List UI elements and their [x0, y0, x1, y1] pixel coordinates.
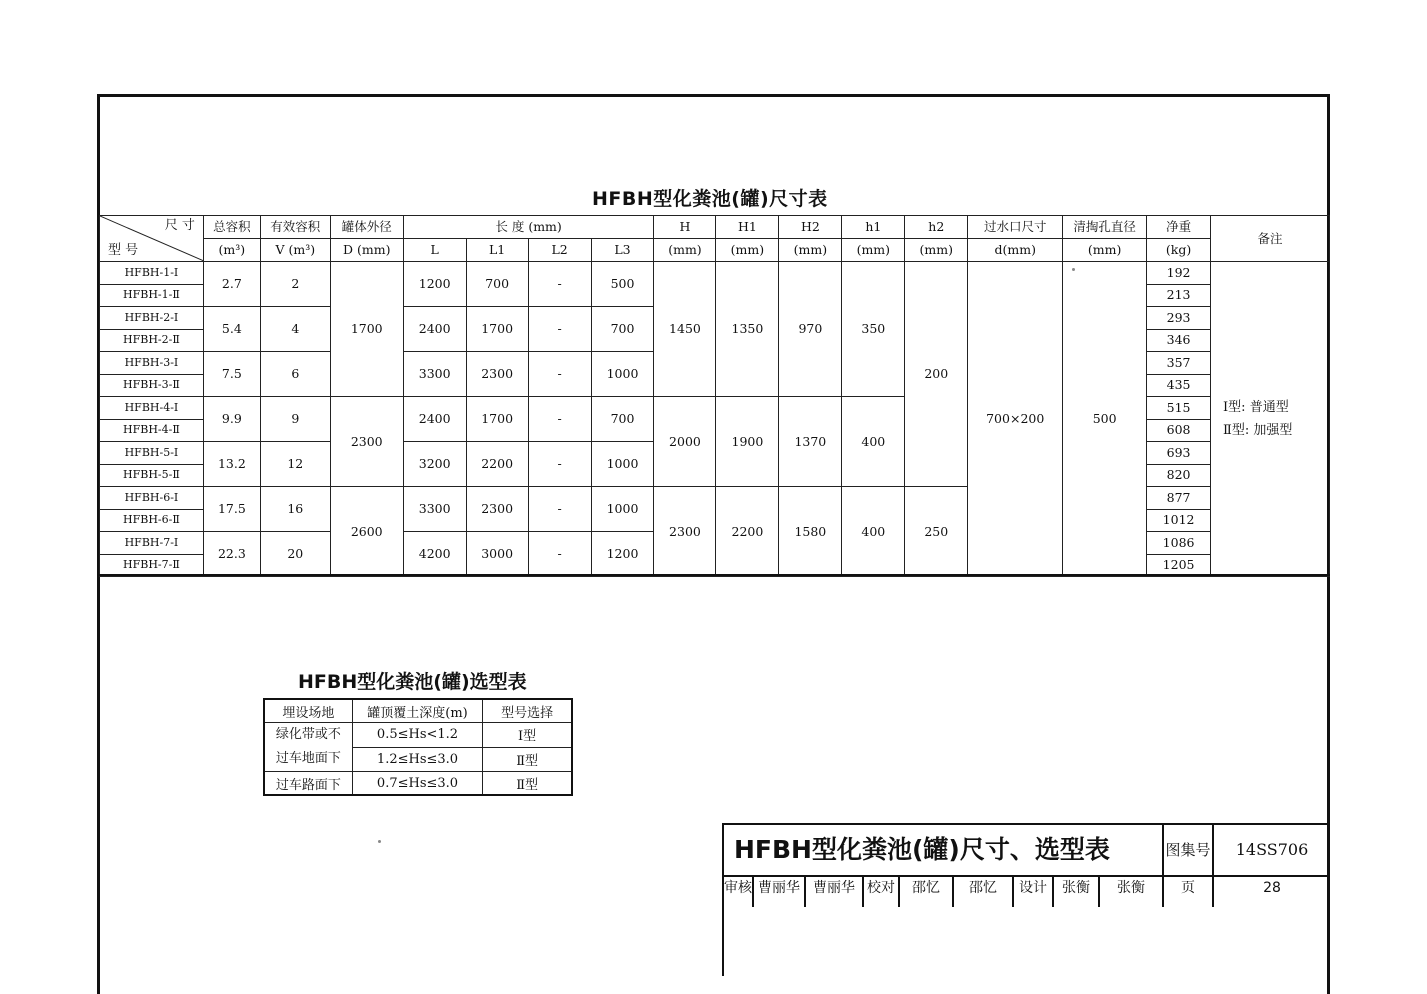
scan-speck: [1072, 268, 1075, 271]
weight-cell: 820: [1147, 464, 1211, 487]
unit-H2: (mm): [779, 239, 842, 262]
total-volume-cell: 9.9: [203, 397, 260, 442]
header-remark: 备注: [1211, 216, 1330, 262]
total-volume-cell: 13.2: [203, 442, 260, 487]
weight-cell: 693: [1147, 442, 1211, 465]
header-effective-volume: 有效容积: [260, 216, 330, 239]
header-total-volume: 总容积: [203, 216, 260, 239]
h2-cell: 200: [905, 262, 968, 487]
unit-hole: (mm): [1063, 239, 1147, 262]
h1-cell: 400: [842, 487, 905, 577]
model-cell: HFBH-3-Ⅰ: [100, 352, 204, 375]
weight-cell: 213: [1147, 284, 1211, 307]
H1-cell: 2200: [716, 487, 779, 577]
weight-cell: 357: [1147, 352, 1211, 375]
type-cell: Ⅰ型: [483, 723, 572, 748]
L-cell: 3300: [403, 352, 466, 397]
dimension-table: [99, 215, 1330, 577]
dimension-table-title: HFBH型化粪池(罐)尺寸表: [592, 188, 828, 210]
model-cell: HFBH-6-Ⅰ: [100, 487, 204, 510]
L3-cell: 1000: [591, 352, 654, 397]
review-label: 审核: [724, 877, 754, 907]
scan-speck: [378, 840, 381, 843]
header-weight: 净重: [1147, 216, 1211, 239]
h2-cell: 250: [905, 487, 968, 577]
hole-cell: 500: [1063, 262, 1147, 577]
effective-volume-cell: 20: [260, 532, 330, 577]
site-cell: [264, 723, 352, 772]
weight-cell: 608: [1147, 419, 1211, 442]
site-line: 过车地面下: [275, 751, 341, 766]
H1-cell: 1900: [716, 397, 779, 487]
drawing-name: HFBH型化粪池(罐)尺寸、选型表: [724, 825, 1164, 875]
L-cell: 3200: [403, 442, 466, 487]
header-length: 长 度 (mm): [403, 216, 654, 239]
weight-cell: 1086: [1147, 532, 1211, 555]
header-dimension: 尺 寸: [164, 218, 195, 233]
L1-cell: 1700: [466, 307, 528, 352]
L2-cell: -: [528, 442, 591, 487]
page-number: 28: [1263, 880, 1281, 896]
unit-total-volume: (m³): [203, 239, 260, 262]
site-cell: 过车路面下: [264, 772, 352, 796]
weight-cell: 435: [1147, 374, 1211, 397]
diameter-cell: 1700: [330, 262, 403, 397]
h1-cell: 400: [842, 397, 905, 487]
header-L1: L1: [466, 239, 528, 262]
remark-cell: [1211, 262, 1330, 577]
header-type: 型号选择: [483, 699, 572, 723]
L3-cell: 700: [591, 397, 654, 442]
type-cell: Ⅱ型: [483, 772, 572, 796]
site-line: 绿化带或不: [275, 727, 341, 742]
L1-cell: 2300: [466, 487, 528, 532]
diameter-cell: 2300: [330, 397, 403, 487]
L-cell: 4200: [403, 532, 466, 577]
design-label: 设计: [1014, 877, 1054, 907]
L3-cell: 1000: [591, 442, 654, 487]
model-cell: HFBH-3-Ⅱ: [100, 374, 204, 397]
unit-weir: d(mm): [968, 239, 1063, 262]
model-cell: HFBH-5-Ⅱ: [100, 464, 204, 487]
effective-volume-cell: 9: [260, 397, 330, 442]
weight-cell: 192: [1147, 262, 1211, 285]
header-depth: 罐顶覆土深度(m): [352, 699, 483, 723]
header-H: H: [654, 216, 716, 239]
weight-cell: 515: [1147, 397, 1211, 420]
effective-volume-cell: 16: [260, 487, 330, 532]
diameter-cell: 2600: [330, 487, 403, 577]
effective-volume-cell: 6: [260, 352, 330, 397]
header-weir: 过水口尺寸: [968, 216, 1063, 239]
model-cell: HFBH-7-Ⅱ: [100, 554, 204, 577]
table-row: [264, 772, 572, 796]
weight-cell: 1012: [1147, 509, 1211, 532]
unit-weight: (kg): [1147, 239, 1211, 262]
total-volume-cell: 17.5: [203, 487, 260, 532]
check-label: 校对: [864, 877, 900, 907]
checker-signature: 邵忆: [954, 877, 1014, 907]
L2-cell: -: [528, 307, 591, 352]
atlas-number-label: 图集号: [1164, 825, 1214, 875]
weight-cell: 293: [1147, 307, 1211, 330]
header-L2: L2: [528, 239, 591, 262]
header-h2: h2: [905, 216, 968, 239]
weight-cell: 877: [1147, 487, 1211, 510]
L-cell: 2400: [403, 397, 466, 442]
model-cell: HFBH-5-Ⅰ: [100, 442, 204, 465]
header-model: 型 号: [108, 242, 139, 258]
selection-table: [263, 698, 573, 796]
section-divider: [99, 574, 1330, 576]
depth-cell: 0.5≤Hs<1.2: [352, 723, 483, 748]
weir-cell: 700×200: [968, 262, 1063, 577]
header-L: L: [403, 239, 466, 262]
depth-cell: 1.2≤Hs≤3.0: [352, 747, 483, 772]
L2-cell: -: [528, 352, 591, 397]
L1-cell: 2200: [466, 442, 528, 487]
L3-cell: 1000: [591, 487, 654, 532]
reviewer-signature: 曹丽华: [806, 877, 864, 907]
L-cell: 3300: [403, 487, 466, 532]
H2-cell: 1370: [779, 397, 842, 487]
H-cell: 2000: [654, 397, 716, 487]
header-L3: L3: [591, 239, 654, 262]
depth-cell: 0.7≤Hs≤3.0: [352, 772, 483, 796]
designer-name: 张衡: [1054, 877, 1100, 907]
header-hole: 清掏孔直径: [1063, 216, 1147, 239]
page-label: 页: [1164, 877, 1214, 907]
effective-volume-cell: 2: [260, 262, 330, 307]
unit-h2: (mm): [905, 239, 968, 262]
remark-line: Ⅰ型: 普通型: [1223, 399, 1289, 415]
L2-cell: -: [528, 532, 591, 577]
H2-cell: 1580: [779, 487, 842, 577]
effective-volume-cell: 12: [260, 442, 330, 487]
unit-H: (mm): [654, 239, 716, 262]
total-volume-cell: 22.3: [203, 532, 260, 577]
effective-volume-cell: 4: [260, 307, 330, 352]
model-cell: HFBH-6-Ⅱ: [100, 509, 204, 532]
weight-cell: 1205: [1147, 554, 1211, 577]
model-cell: HFBH-4-Ⅱ: [100, 419, 204, 442]
L3-cell: 500: [591, 262, 654, 307]
H-cell: 2300: [654, 487, 716, 577]
unit-effective-volume: V (m³): [260, 239, 330, 262]
title-block: [722, 823, 1330, 976]
L2-cell: -: [528, 397, 591, 442]
header-h1: h1: [842, 216, 905, 239]
unit-H1: (mm): [716, 239, 779, 262]
header-H2: H2: [779, 216, 842, 239]
L3-cell: 1200: [591, 532, 654, 577]
model-cell: HFBH-2-Ⅱ: [100, 329, 204, 352]
total-volume-cell: 5.4: [203, 307, 260, 352]
unit-outer-diameter: D (mm): [330, 239, 403, 262]
atlas-number: 14SS706: [1235, 840, 1309, 859]
header-site: 埋设场地: [264, 699, 352, 723]
remark-line: Ⅱ型: 加强型: [1223, 423, 1293, 438]
model-cell: HFBH-2-Ⅰ: [100, 307, 204, 330]
H-cell: 1450: [654, 262, 716, 397]
reviewer-name: 曹丽华: [754, 877, 806, 907]
H2-cell: 970: [779, 262, 842, 397]
diagonal-header-cell: [100, 216, 204, 262]
model-cell: HFBH-7-Ⅰ: [100, 532, 204, 555]
L3-cell: 700: [591, 307, 654, 352]
L1-cell: 2300: [466, 352, 528, 397]
weight-cell: 346: [1147, 329, 1211, 352]
model-cell: HFBH-1-Ⅱ: [100, 284, 204, 307]
table-header-row: [264, 699, 572, 723]
model-cell: HFBH-4-Ⅰ: [100, 397, 204, 420]
selection-table-title: HFBH型化粪池(罐)选型表: [298, 671, 527, 693]
L1-cell: 3000: [466, 532, 528, 577]
checker-name: 邵忆: [900, 877, 954, 907]
designer-signature: 张衡: [1100, 877, 1164, 907]
L2-cell: -: [528, 487, 591, 532]
type-cell: Ⅱ型: [483, 747, 572, 772]
L2-cell: -: [528, 262, 591, 307]
h1-cell: 350: [842, 262, 905, 397]
table-row: [264, 723, 572, 748]
table-row: [100, 262, 1330, 285]
header-outer-diameter: 罐体外径: [330, 216, 403, 239]
L-cell: 2400: [403, 307, 466, 352]
L-cell: 1200: [403, 262, 466, 307]
H1-cell: 1350: [716, 262, 779, 397]
model-cell: HFBH-1-Ⅰ: [100, 262, 204, 285]
L1-cell: 700: [466, 262, 528, 307]
signature-row: [724, 875, 1330, 905]
L1-cell: 1700: [466, 397, 528, 442]
total-volume-cell: 7.5: [203, 352, 260, 397]
unit-h1: (mm): [842, 239, 905, 262]
header-H1: H1: [716, 216, 779, 239]
total-volume-cell: 2.7: [203, 262, 260, 307]
